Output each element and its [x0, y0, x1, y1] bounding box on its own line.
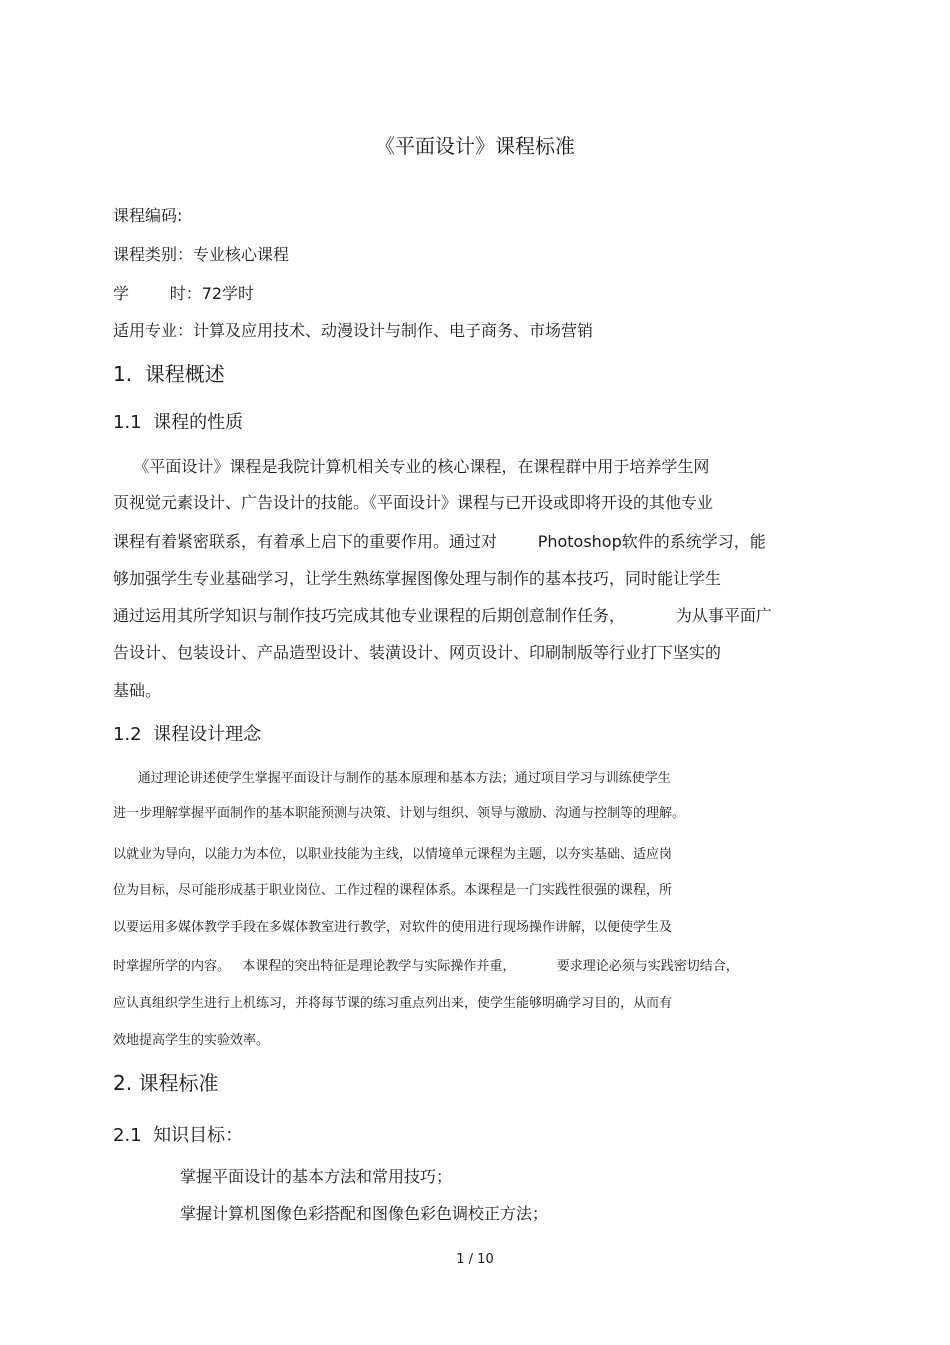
page-number: 1 / 10	[456, 1252, 494, 1267]
section-2-heading: 2. 课程标准	[113, 1071, 219, 1095]
meta-majors: 适用专业：计算及应用技术、动漫设计与制作、电子商务、市场营销	[113, 321, 594, 340]
paragraph-line: 《平面设计》课程是我院计算机相关专业的核心课程，在课程群中用于培养学生网	[113, 457, 710, 476]
section-1-1-heading: 1.1 课程的性质	[113, 412, 244, 433]
paragraph-line: 应认真组织学生进行上机练习，并将每节课的练习重点列出来，使学生能够明确学习目的，从而有	[113, 996, 673, 1011]
section-1-2-heading: 1.2 课程设计理念	[113, 724, 262, 745]
page-title: 《平面设计》课程标准	[375, 134, 575, 158]
meta-hours: 学 时：72学时	[113, 284, 255, 303]
paragraph-line: 时掌握所学的内容。 本课程的突出特征是理论教学与实际操作并重， 要求理论必须与实践密切结合，	[113, 959, 739, 974]
paragraph-line: 通过运用其所学知识与制作技巧完成其他专业课程的后期创意制作任务， 为从事平面广	[113, 606, 772, 625]
section-2-1-heading: 2.1 知识目标：	[113, 1125, 244, 1146]
meta-course-code: 课程编码:	[113, 206, 183, 225]
paragraph-line: 页视觉元素设计、广告设计的技能。《平面设计》课程与已开设或即将开设的其他专业	[113, 493, 714, 512]
paragraph-line: 效地提高学生的实验效率。	[113, 1033, 270, 1048]
list-item: 掌握平面设计的基本方法和常用技巧；	[180, 1167, 453, 1186]
paragraph-line: 以就业为导向，以能力为本位，以职业技能为主线，以情境单元课程为主题，以夯实基础、适应岗	[113, 847, 673, 862]
paragraph-line: 基础。	[113, 681, 162, 700]
paragraph-line: 够加强学生专业基础学习，让学生熟练掌握图像处理与制作的基本技巧，同时能让学生	[113, 569, 722, 588]
paragraph-line: 进一步理解掌握平面制作的基本职能预测与决策、计划与组织、领导与激励、沟通与控制等的理解。	[113, 806, 686, 821]
meta-course-type: 课程类别：专业核心课程	[113, 245, 290, 264]
paragraph-line: 位为目标，尽可能形成基于职业岗位、工作过程的课程体系。本课程是一门实践性很强的课程，所	[113, 883, 673, 898]
section-1-heading: 1. 课程概述	[113, 362, 225, 386]
paragraph-line: 通过理论讲述使学生掌握平面设计与制作的基本原理和基本方法；通过项目学习与训练使学生	[113, 771, 671, 786]
list-item: 掌握计算机图像色彩搭配和图像色彩色调校正方法；	[180, 1204, 549, 1223]
paragraph-line: 课程有着紧密联系，有着承上启下的重要作用。通过对 Photoshop软件的系统学习，能	[113, 532, 766, 551]
paragraph-line: 以要运用多媒体教学手段在多媒体教室进行教学，对软件的使用进行现场操作讲解，以便使学生及	[113, 920, 673, 935]
paragraph-line: 告设计、包装设计、产品造型设计、装潢设计、网页设计、印刷制版等行业打下坚实的	[113, 643, 722, 662]
